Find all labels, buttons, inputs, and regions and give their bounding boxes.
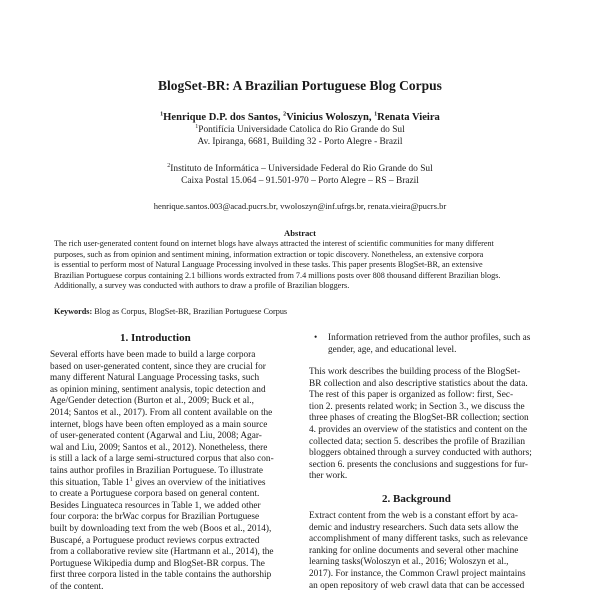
body-line: Age/Gender detection (Burton et al., 2009; Buck et al., bbox=[50, 396, 254, 407]
body-line: Besides Linguateca resources in Table 1, we added other bbox=[50, 500, 261, 511]
body-line: 2014; Santos et al., 2017). From all content available on the bbox=[50, 407, 273, 418]
author-2-affil-mark: 2 bbox=[283, 111, 287, 118]
affiliation-1 bbox=[0, 124, 600, 148]
body-line: as opinion mining, sentiment analysis, topic detection and bbox=[50, 384, 266, 395]
body-line: ranking for online documents and several other machine bbox=[309, 545, 519, 556]
abstract-line: Additionally, a survey was conducted with authors to draw a profile of Brazilian bloggers. bbox=[54, 281, 350, 290]
author-3-affil-mark: 1 bbox=[374, 111, 378, 118]
author-1-affil-mark: 1 bbox=[160, 111, 164, 118]
body-line: four corpora: the brWac corpus for Brazilian Portuguese bbox=[50, 512, 260, 523]
section-1-body bbox=[50, 350, 302, 593]
author-3-name: Renata Vieira bbox=[377, 112, 440, 123]
affiliation-2-line-1: Instituto de Informática – Universidade Federal do Rio Grande do Sul bbox=[170, 164, 433, 174]
body-line: tains author profiles in Brazilian Portuguese. To illustrate bbox=[50, 465, 263, 476]
body-line: an open repository of web crawl data that can be accessed bbox=[309, 580, 525, 591]
abstract-line: is essential to perform most of Natural Language Processing involved in these tasks. This paper presents BlogSet-BR, an extensive bbox=[54, 260, 483, 269]
body-line: ther work. bbox=[309, 471, 348, 482]
body-line-end: gives an overview of the initiatives bbox=[132, 477, 266, 488]
body-line: demic and industry researchers. Such data sets allow the bbox=[309, 522, 519, 533]
body-line: BR collection and also descriptive statistics about the data. bbox=[309, 378, 528, 389]
body-line: to create a Portuguese corpora based on general content. bbox=[50, 489, 260, 500]
profile-bullet bbox=[314, 333, 553, 356]
body-line: from a collaborative review site (Hartmann et al., 2014), the bbox=[50, 547, 274, 558]
body-line: wal and Liu, 2009; Santos et al., 2012). Nonetheless, there bbox=[50, 442, 268, 453]
body-line: is still a lack of a large semi-structured corpus that also con- bbox=[50, 454, 274, 465]
section-1-heading: 1. Introduction bbox=[120, 332, 191, 344]
bullet-line: Information retrieved from the author profiles, such as bbox=[328, 333, 531, 343]
affiliation-1-line-1: Pontifícia Universidade Catolica do Rio Grande do Sul bbox=[198, 125, 405, 135]
body-line: three phases of creating the BlogSet-BR collection; section bbox=[309, 413, 529, 424]
author-list: $^1$Henrique D.P. dos Santos, $^2$Vinicius Woloszyn, $^1$Renata Vieira bbox=[160, 111, 440, 123]
body-line: learning tasks(Woloszyn et al., 2016; Woloszyn et al., bbox=[309, 557, 509, 568]
abstract-line: The rich user-generated content found on internet blogs have always attracted the interest of scientific communities for many different bbox=[54, 239, 494, 248]
keywords-text: Blog as Corpus, BlogSet-BR, Brazilian Portuguese Corpus bbox=[94, 307, 288, 316]
author-1-name: Henrique D.P. dos Santos bbox=[163, 112, 278, 123]
affiliation-2-line-2: Caixa Postal 15.064 – 91.501-970 – Porto Alegre – RS – Brazil bbox=[181, 176, 419, 186]
affiliation-2 bbox=[0, 163, 600, 187]
body-line: The rest of this paper is organized as follow: first, Sec- bbox=[309, 390, 514, 401]
body-line: internet, blogs have been often employed as a main source bbox=[50, 419, 268, 430]
body-line: Portuguese Wikipedia dump and BlogSet-BR corpus. The bbox=[50, 558, 265, 569]
body-line: built by downloading text from the web (Boos et al., 2014), bbox=[50, 523, 272, 534]
body-line: bloggers obtained through a survey conducted with authors; bbox=[309, 448, 532, 459]
body-line: 4. provides an overview of the statistics and content on the bbox=[309, 424, 528, 435]
body-line: 2017). For instance, the Common Crawl project maintains bbox=[309, 568, 526, 579]
bullet-line: gender, age, and educational level. bbox=[328, 344, 457, 355]
author-emails: henrique.santos.003@acad.pucrs.br, vwoloszyn@inf.ufrgs.br, renata.vieira@pucrs.br bbox=[153, 201, 447, 211]
body-line: This work describes the building process of the BlogSet- bbox=[309, 367, 521, 377]
body-line bbox=[50, 478, 302, 490]
body-line: section 6. presents the conclusions and suggestions for fur- bbox=[309, 459, 529, 470]
affiliation-1-mark: 1 bbox=[195, 123, 199, 130]
footnote-mark: 1 bbox=[129, 476, 133, 483]
abstract-line: Brazilian Portuguese corpus containing 2.1 billions words extracted from 7.4 millions posts over 808 thousand different Brazilian blogs. bbox=[54, 270, 501, 280]
body-line: of the content. bbox=[50, 581, 104, 592]
affiliation-1-line-2: Av. Ipiranga, 6681, Building 32 - Porto Alegre - Brazil bbox=[197, 137, 403, 147]
section-2-body bbox=[309, 511, 559, 592]
keywords-label: Keywords: bbox=[54, 307, 93, 316]
body-line: collected data; section 5. describes the profile of Brazilian bbox=[309, 436, 526, 447]
body-line: Extract content from the web is a constant effort by aca- bbox=[309, 511, 518, 521]
author-2-name: Vinicius Woloszyn bbox=[286, 112, 369, 123]
body-line: first three corpora listed in the table contains the authorship bbox=[50, 570, 272, 581]
body-line: tion 2. presents related work; in Section 3., we discuss the bbox=[309, 401, 525, 412]
keywords bbox=[54, 307, 554, 316]
body-line: of user-generated content (Agarwal and Liu, 2008; Agar- bbox=[50, 431, 262, 442]
body-line: Several efforts have been made to build a large corpora bbox=[50, 350, 256, 360]
section-2-heading: 2. Background bbox=[382, 493, 451, 505]
bullet-icon: • bbox=[314, 333, 318, 343]
abstract-body bbox=[54, 239, 548, 292]
paper-title: BlogSet-BR: A Brazilian Portuguese Blog Corpus bbox=[158, 78, 442, 93]
abstract-heading: Abstract bbox=[284, 228, 316, 238]
body-line: Buscapé, a Portuguese product reviews corpus extracted bbox=[50, 535, 260, 546]
affiliation-2-mark: 2 bbox=[167, 162, 171, 169]
intro-continued bbox=[309, 367, 559, 483]
body-line: based on user-generated content, since they are crucial for bbox=[50, 361, 266, 372]
body-line-start: this situation, Table 1 bbox=[50, 477, 130, 488]
body-line: accomplishment of many different tasks, such as relevance bbox=[309, 534, 528, 545]
abstract-line: purposes, such as from opinion and sentiment mining, information extraction or topic discovery. Nonetheless, an extensive corpora bbox=[54, 249, 484, 259]
body-line: many different Natural Language Processing tasks, such bbox=[50, 373, 260, 384]
